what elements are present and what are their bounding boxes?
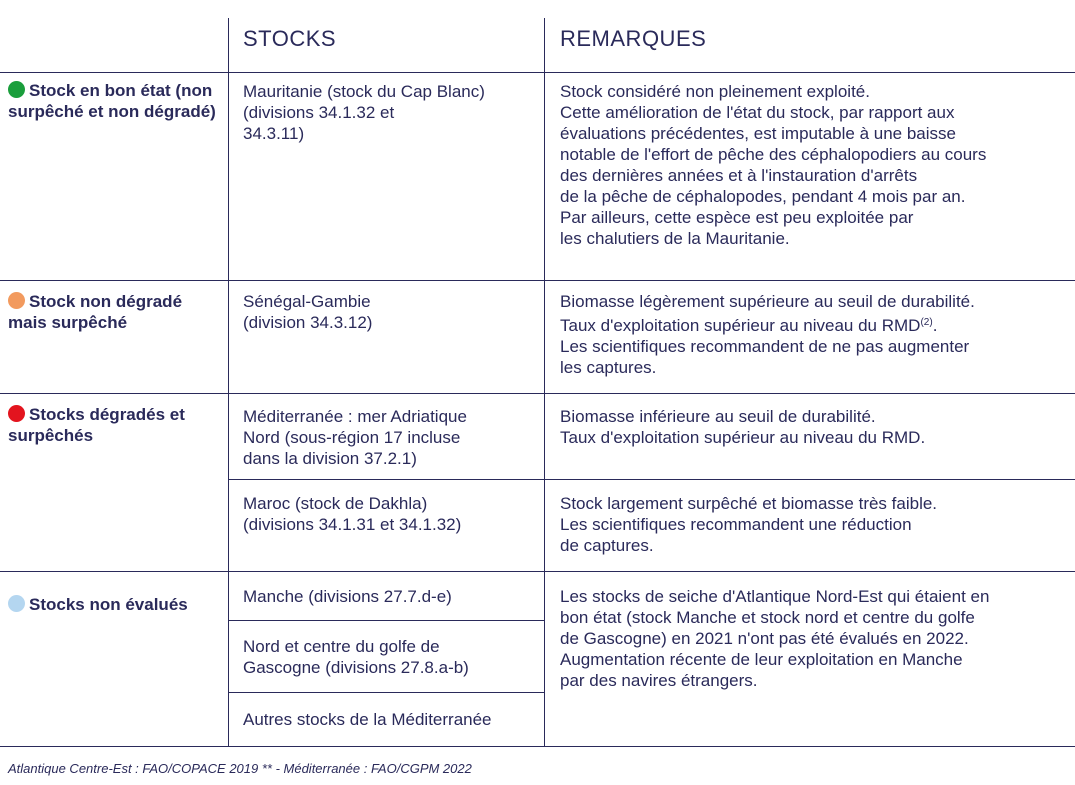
column-divider-1 bbox=[228, 18, 229, 746]
status-label: Stocks dégradés et surpêchés bbox=[8, 405, 185, 445]
remark-line: Taux d'exploitation supérieur au niveau du RMD$^{(2)}$. bbox=[560, 316, 938, 335]
lightblue-dot-icon bbox=[8, 595, 25, 612]
status-label: Stock non dégradé mais surpêché bbox=[8, 292, 183, 332]
footnote-ref: (2) bbox=[920, 317, 933, 328]
remark-line: Les scientifiques recommandent de ne pas augmenter les captures. bbox=[560, 337, 970, 377]
status-not-evaluated bbox=[8, 594, 223, 615]
row-divider bbox=[229, 620, 545, 621]
row-divider bbox=[0, 746, 1075, 747]
remark-cell: Stock considéré non pleinement exploité. Cette amélioration de l'état du stock, par rapport aux évaluations précédentes, est imputable à une baisse notable de l'effort de pêche des céphalopodiers au cours des dernières années et à l'instauration d'arrêts de la pêche de céphalopodes, pendant 4 mois par an. Par ailleurs, cette espèce est peu exploitée par les chalutiers de la Mauritanie. bbox=[560, 82, 987, 248]
remark-cell: Biomasse inférieure au seuil de durabilité. Taux d'exploitation supérieur au niveau du RMD. bbox=[560, 407, 926, 447]
status-overfished bbox=[8, 291, 223, 333]
source-footer: Atlantique Centre-Est : FAO/COPACE 2019 ** - Méditerranée : FAO/CGPM 2022 bbox=[8, 761, 472, 776]
stock-cell: Nord et centre du golfe de Gascogne (divisions 27.8.a-b) bbox=[243, 637, 469, 677]
stock-cell: Autres stocks de la Méditerranée bbox=[243, 710, 492, 729]
stock-cell: Manche (divisions 27.7.d-e) bbox=[243, 587, 452, 606]
stock-cell: Méditerranée : mer Adriatique Nord (sous-région 17 incluse dans la division 37.2.1) bbox=[243, 407, 467, 468]
column-divider-2 bbox=[544, 18, 545, 746]
red-dot-icon bbox=[8, 405, 25, 422]
remark-cell bbox=[560, 291, 1065, 378]
status-degraded bbox=[8, 404, 223, 446]
row-divider bbox=[229, 479, 1075, 480]
status-label: Stock en bon état (non surpêché et non dégradé) bbox=[8, 81, 216, 121]
orange-dot-icon bbox=[8, 292, 25, 309]
green-dot-icon bbox=[8, 81, 25, 98]
stock-cell: Maroc (stock de Dakhla) (divisions 34.1.31 et 34.1.32) bbox=[243, 494, 462, 534]
header-stocks: STOCKS bbox=[243, 26, 337, 51]
row-divider bbox=[0, 72, 1075, 73]
stock-cell: Mauritanie (stock du Cap Blanc) (divisions 34.1.32 et 34.3.11) bbox=[243, 82, 485, 143]
row-divider bbox=[0, 393, 1075, 394]
remark-cell: Les stocks de seiche d'Atlantique Nord-Est qui étaient en bon état (stock Manche et stock nord et centre du golfe de Gascogne) en 2021 n'ont pas été évalués en 2022. Augmentation récente de leur exploitation en Manche par des navires étrangers. bbox=[560, 587, 990, 690]
row-divider bbox=[0, 571, 1075, 572]
remark-cell: Stock largement surpêché et biomasse très faible. Les scientifiques recommandent une réduction de captures. bbox=[560, 494, 938, 555]
stock-cell: Sénégal-Gambie (division 34.3.12) bbox=[243, 292, 373, 332]
header-remarques: REMARQUES bbox=[560, 26, 707, 51]
row-divider bbox=[229, 692, 545, 693]
row-divider bbox=[0, 280, 1075, 281]
status-label: Stocks non évalués bbox=[29, 595, 188, 614]
status-good bbox=[8, 80, 223, 122]
remark-line: Biomasse légèrement supérieure au seuil de durabilité. bbox=[560, 292, 975, 311]
